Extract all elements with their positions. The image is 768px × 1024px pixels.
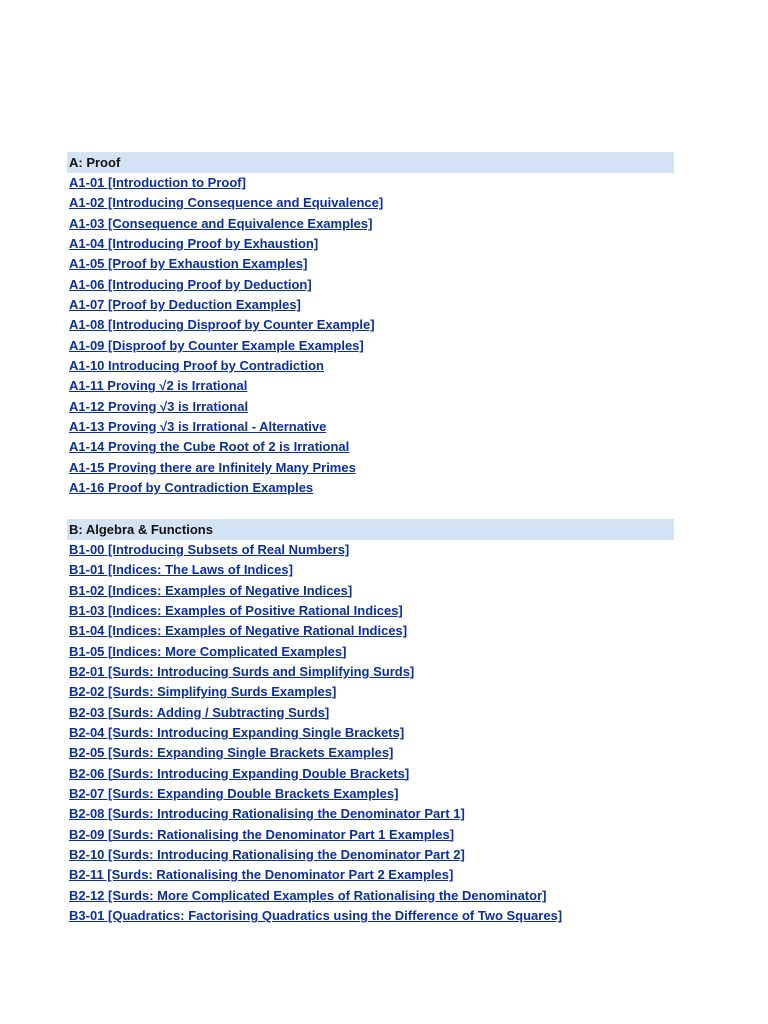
list-item bbox=[67, 214, 674, 234]
topic-link-a1-16[interactable]: A1-16 Proof by Contradiction Examples bbox=[69, 480, 314, 496]
topic-link-b1-02[interactable]: B1-02 [Indices: Examples of Negative Indices] bbox=[69, 582, 353, 598]
list-item bbox=[67, 723, 674, 743]
list-item bbox=[67, 417, 674, 437]
list-item bbox=[67, 825, 674, 845]
topic-link-a1-11[interactable]: A1-11 Proving √2 is Irrational bbox=[69, 378, 248, 394]
list-item bbox=[67, 642, 674, 662]
topic-link-a1-09[interactable]: A1-09 [Disproof by Counter Example Examples] bbox=[69, 337, 364, 353]
list-item bbox=[67, 478, 674, 498]
topic-link-a1-13[interactable]: A1-13 Proving √3 is Irrational - Alternative bbox=[69, 419, 327, 435]
topic-link-a1-10[interactable]: A1-10 Introducing Proof by Contradiction bbox=[69, 358, 324, 374]
list-item bbox=[67, 458, 674, 478]
topic-link-b2-07[interactable]: B2-07 [Surds: Expanding Double Brackets Examples] bbox=[69, 785, 399, 801]
topic-index-sheet bbox=[67, 152, 674, 926]
list-item bbox=[67, 560, 674, 580]
list-item bbox=[67, 275, 674, 295]
topic-link-a1-12[interactable]: A1-12 Proving √3 is Irrational bbox=[69, 398, 249, 414]
list-item bbox=[67, 397, 674, 417]
topic-link-b1-05[interactable]: B1-05 [Indices: More Complicated Examples] bbox=[69, 643, 347, 659]
list-item bbox=[67, 234, 674, 254]
topic-link-b2-08[interactable]: B2-08 [Surds: Introducing Rationalising the Denominator Part 1] bbox=[69, 806, 465, 822]
topic-link-a1-01[interactable]: A1-01 [Introduction to Proof] bbox=[69, 175, 246, 190]
topic-link-a1-03[interactable]: A1-03 [Consequence and Equivalence Examples] bbox=[69, 215, 373, 231]
list-item bbox=[67, 906, 674, 926]
list-item bbox=[67, 173, 674, 193]
topic-link-b2-12[interactable]: B2-12 [Surds: More Complicated Examples of Rationalising the Denominator] bbox=[69, 887, 547, 903]
list-item bbox=[67, 804, 674, 824]
topic-link-a1-06[interactable]: A1-06 [Introducing Proof by Deduction] bbox=[69, 276, 312, 292]
topic-link-a1-15[interactable]: A1-15 Proving there are Infinitely Many Primes bbox=[69, 459, 356, 475]
list-item bbox=[67, 437, 674, 457]
section-spacer bbox=[67, 499, 674, 519]
section-header-algebra-functions: B: Algebra & Functions bbox=[67, 519, 674, 540]
list-item bbox=[67, 295, 674, 315]
topic-link-b3-01[interactable]: B3-01 [Quadratics: Factorising Quadratics using the Difference of Two Squares] bbox=[69, 908, 563, 924]
topic-link-a1-02[interactable]: A1-02 [Introducing Consequence and Equivalence] bbox=[69, 195, 384, 211]
topic-link-b1-00[interactable]: B1-00 [Introducing Subsets of Real Numbers] bbox=[69, 541, 350, 557]
list-item bbox=[67, 682, 674, 702]
topic-link-b1-03[interactable]: B1-03 [Indices: Examples of Positive Rational Indices] bbox=[69, 602, 403, 618]
list-item bbox=[67, 865, 674, 885]
topic-link-a1-05[interactable]: A1-05 [Proof by Exhaustion Examples] bbox=[69, 256, 308, 272]
list-item bbox=[67, 356, 674, 376]
list-item bbox=[67, 743, 674, 763]
list-item bbox=[67, 193, 674, 213]
topic-link-b1-04[interactable]: B1-04 [Indices: Examples of Negative Rational Indices] bbox=[69, 623, 408, 639]
list-item bbox=[67, 540, 674, 560]
list-item bbox=[67, 376, 674, 396]
list-item bbox=[67, 703, 674, 723]
topic-link-b2-02[interactable]: B2-02 [Surds: Simplifying Surds Examples] bbox=[69, 684, 337, 700]
topic-link-b2-04[interactable]: B2-04 [Surds: Introducing Expanding Single Brackets] bbox=[69, 724, 405, 740]
topic-link-b2-06[interactable]: B2-06 [Surds: Introducing Expanding Double Brackets] bbox=[69, 765, 410, 781]
list-item bbox=[67, 662, 674, 682]
list-item bbox=[67, 764, 674, 784]
topic-link-b2-01[interactable]: B2-01 [Surds: Introducing Surds and Simplifying Surds] bbox=[69, 663, 415, 679]
topic-link-a1-07[interactable]: A1-07 [Proof by Deduction Examples] bbox=[69, 297, 301, 313]
topic-link-a1-04[interactable]: A1-04 [Introducing Proof by Exhaustion] bbox=[69, 236, 319, 252]
topic-link-b2-03[interactable]: B2-03 [Surds: Adding / Subtracting Surds] bbox=[69, 704, 330, 720]
topic-link-b2-10[interactable]: B2-10 [Surds: Introducing Rationalising the Denominator Part 2] bbox=[69, 847, 465, 862]
list-item bbox=[67, 601, 674, 621]
topic-link-b2-09[interactable]: B2-09 [Surds: Rationalising the Denominator Part 1 Examples] bbox=[69, 826, 455, 842]
topic-link-a1-08[interactable]: A1-08 [Introducing Disproof by Counter Example] bbox=[69, 317, 375, 333]
list-item bbox=[67, 581, 674, 601]
list-item bbox=[67, 784, 674, 804]
list-item bbox=[67, 336, 674, 356]
list-item bbox=[67, 621, 674, 641]
section-header-proof: A: Proof bbox=[67, 152, 674, 173]
topic-link-b2-05[interactable]: B2-05 [Surds: Expanding Single Brackets Examples] bbox=[69, 745, 394, 761]
topic-link-b2-11[interactable]: B2-11 [Surds: Rationalising the Denominator Part 2 Examples] bbox=[69, 867, 454, 883]
list-item bbox=[67, 315, 674, 335]
list-item bbox=[67, 886, 674, 906]
list-item bbox=[67, 254, 674, 274]
topic-link-b1-01[interactable]: B1-01 [Indices: The Laws of Indices] bbox=[69, 562, 293, 578]
topic-link-a1-14[interactable]: A1-14 Proving the Cube Root of 2 is Irrational bbox=[69, 439, 350, 455]
list-item bbox=[67, 845, 674, 865]
